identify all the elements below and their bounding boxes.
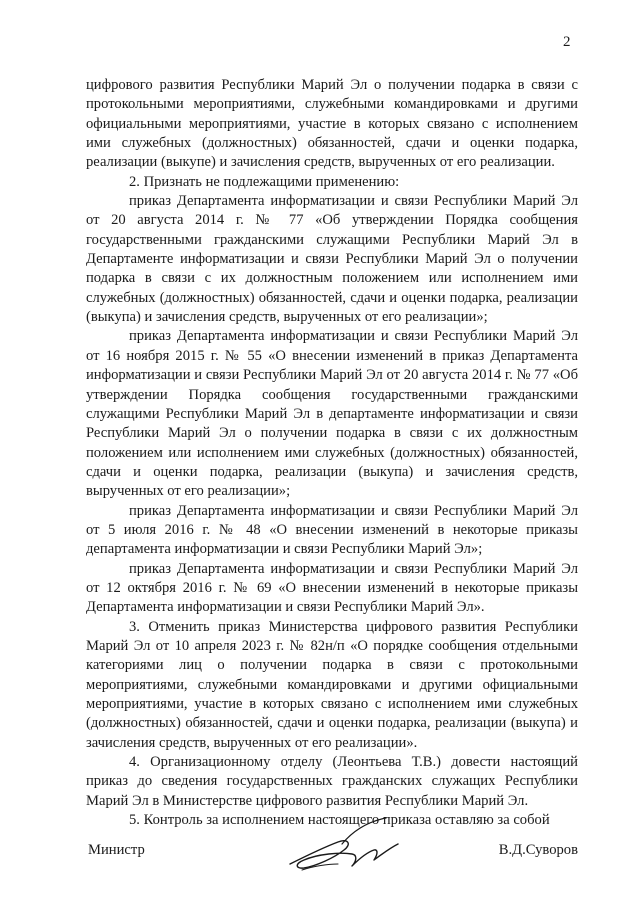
paragraph-item-4: 4. Организационному отделу (Леонтьева Т.В.) довести настоящий приказ до сведения государственных гражданских служащих Республики Марий Эл в Министерстве цифрового развития Республики Марий Эл. xyxy=(86,754,578,809)
paragraph-item-3: 3. Отменить приказ Министерства цифрового развития Республики Марий Эл от 10 апреля 2023 г. № 82н/п «О порядке сообщения отдельными категориями лиц о получении подарка в связи с протокольными мероприятиями, служебными командировками и другими официальными мероприятиями, участие в которых связано с исполнением ими служебных (должностных) обязанностей, сдачи и оценки подарка, реализации (выкупа) и зачисления средств, вырученных от его реализации». xyxy=(86,618,578,751)
signature-block xyxy=(86,842,578,866)
paragraph-item-5: 5. Контроль за исполнением настоящего приказа оставляю за собой xyxy=(129,812,550,829)
page-number: 2 xyxy=(563,34,571,50)
paragraph-order-2015: приказ Департамента информатизации и связи Республики Марий Эл от 16 ноября 2015 г. № 55 «О внесении изменений в приказ Департамента информатизации и связи Республики Марий Эл от 20 августа 2014 г. № 77 «Об утверждении Порядка сообщения государственными гражданскими служащими Республики Марий Эл в департаменте информатизации и связи Республики Марий Эл о получении подарка в связи с их должностным положением или исполнением ими служебных (должностных) обязанностей, сдачи и оценки подарка, реализации (выкупа) и зачисления средств, вырученных от его реализации»; xyxy=(86,328,578,500)
signer-name: В.Д.Суворов xyxy=(498,842,578,858)
signer-title: Министр xyxy=(88,842,145,858)
paragraph-order-2014: приказ Департамента информатизации и связи Республики Марий Эл от 20 августа 2014 г. № 77 «Об утверждении Порядка сообщения государственными гражданскими служащими Республики Марий Эл в Департаменте информатизации и связи Республики Марий Эл о получении подарка в связи с их должностным положением или исполнением ими служебных (должностных) обязанностей, сдачи и оценки подарка, реализации (выкупа) и зачисления средств, вырученных от его реализации»; xyxy=(86,193,578,326)
paragraph-item-2: 2. Признать не подлежащими применению: xyxy=(129,173,400,190)
paragraph-order-2016-july: приказ Департамента информатизации и связи Республики Марий Эл от 5 июля 2016 г. № 48 «О внесении изменений в некоторые приказы департамента информатизации и связи Республики Марий Эл»; xyxy=(86,502,578,558)
paragraph-order-2016-october: приказ Департамента информатизации и связи Республики Марий Эл от 12 октября 2016 г. № 69 «О внесении изменений в некоторые приказы Департамента информатизации и связи Республики Марий Эл». xyxy=(86,560,578,616)
handwritten-signature xyxy=(282,814,412,880)
document-body xyxy=(86,76,578,830)
paragraph-continuation: цифрового развития Республики Марий Эл о получении подарка в связи с протокольными мероприятиями, служебными командировками и другими официальными мероприятиями, участие в которых связано с исполнением ими служебных (должностных) обязанностей, сдачи и оценки подарка, реализации (выкупе) и зачисления средств, вырученных от его реализации. xyxy=(86,77,578,171)
